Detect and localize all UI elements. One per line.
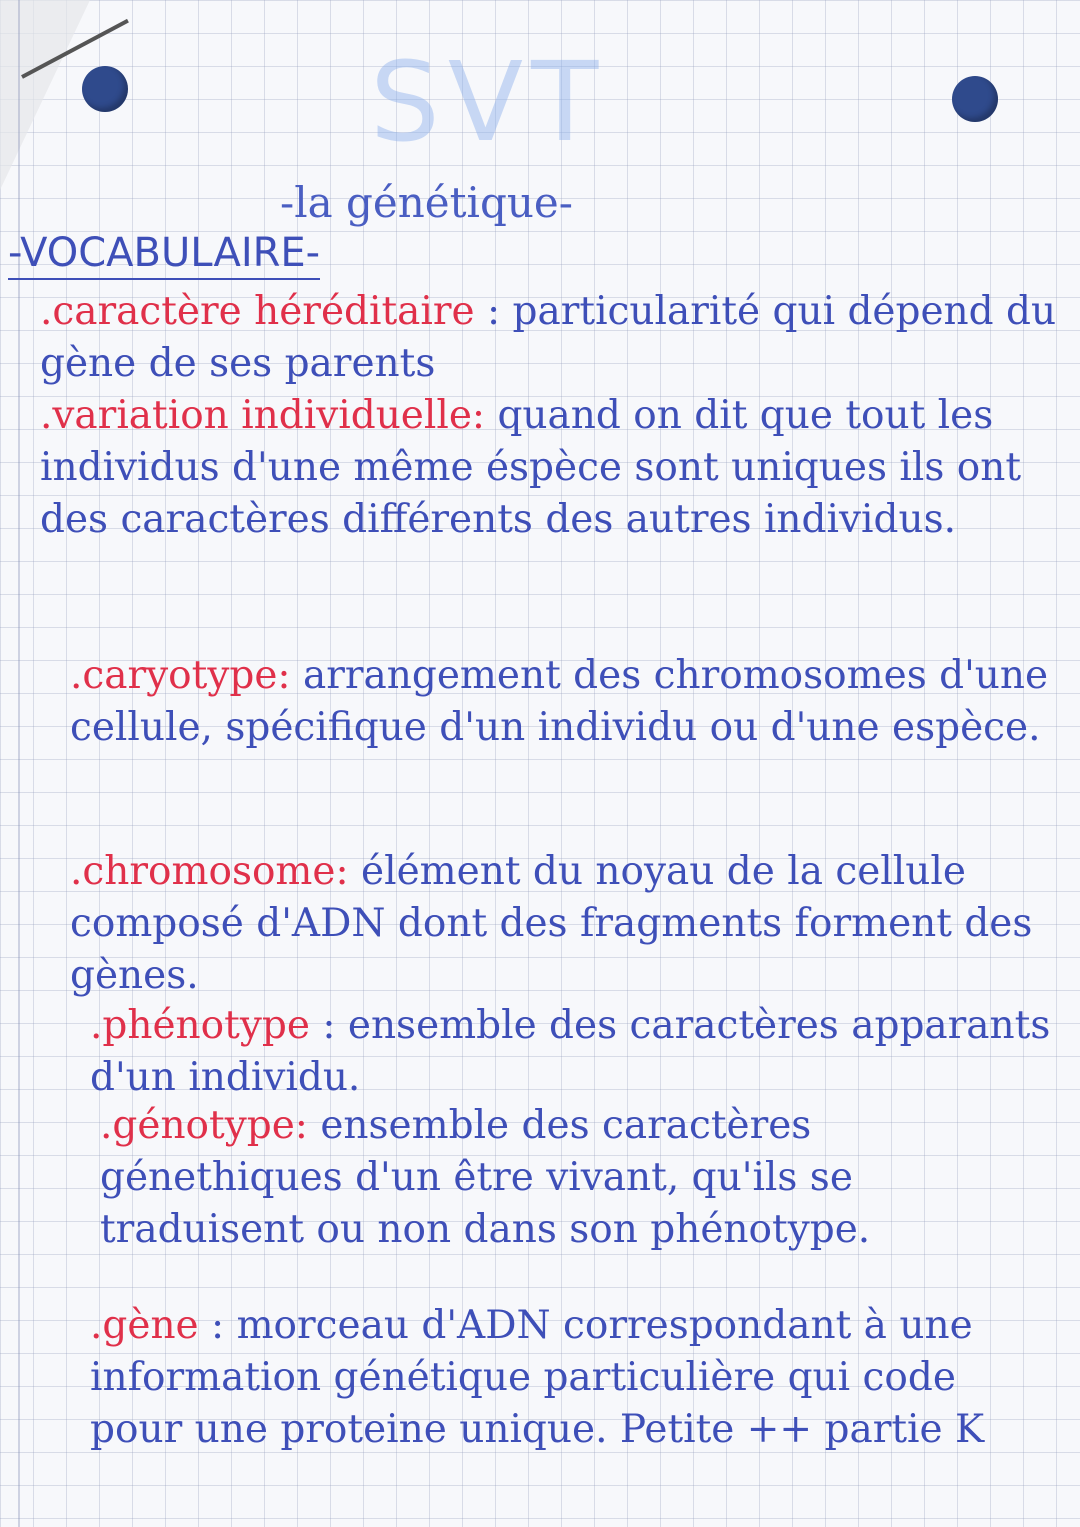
vocab-entry-phenotype: .phénotype : ensemble des caractères apparants d'un individu. [90, 1003, 1063, 1100]
vocab-entry-genotype [100, 1100, 1060, 1256]
vocab-definition: ensemble des caractères génethiques d'un être vivant, qu'ils se traduisent ou non dans son phénotype. [100, 1103, 871, 1252]
vocab-definition: élément du noyau de la cellule composé d'ADN dont des fragments forment des gènes. [70, 849, 1045, 998]
vocab-term: .variation individuelle: [40, 393, 486, 438]
vocab-entry-caractere-hereditaire: .caractère héréditaire : particularité qui dépend du gène de ses parents [40, 289, 1069, 386]
vocab-entry-variation-individuelle [40, 390, 1060, 546]
vocab-definition: quand on dit que tout les individus d'une même éspèce sont uniques ils ont des caractères différents des autres individus. [40, 393, 1034, 542]
vocab-term: .phénotype [90, 1003, 310, 1048]
vocab-definition: particularité qui dépend du gène de ses parents [40, 289, 1069, 386]
vocab-entry-gene: .gène : morceau d'ADN correspondant à une information génétique particulière qui code pour une proteine unique. Petite ++ partie K [90, 1303, 986, 1452]
page-title: SVT [370, 38, 607, 166]
binder-hole-left [82, 66, 128, 112]
vocab-definition: arrangement des chromosomes d'une cellule, spécifique d'un individu ou d'une espèce. [70, 653, 1061, 750]
folded-corner [0, 0, 90, 190]
vocab-entry-chromosome [70, 846, 1060, 1002]
vocab-term: .génotype: [100, 1103, 308, 1148]
vocab-entry-caryotype [70, 650, 1060, 754]
binder-hole-right [952, 76, 998, 122]
section-heading: -VOCABULAIRE- [8, 230, 320, 280]
vocab-term: .gène [90, 1303, 199, 1348]
vocab-term: .caryotype: [70, 653, 291, 698]
chapter-subtitle: -la génétique- [280, 178, 573, 227]
vocab-definition: ensemble des caractères apparants d'un individu. [90, 1003, 1063, 1100]
vocab-term: .caractère héréditaire [40, 289, 475, 334]
vocab-definition: morceau d'ADN correspondant à une information génétique particulière qui code pour une proteine unique. Petite ++ partie K [90, 1303, 986, 1452]
vocab-term: .chromosome: [70, 849, 349, 894]
